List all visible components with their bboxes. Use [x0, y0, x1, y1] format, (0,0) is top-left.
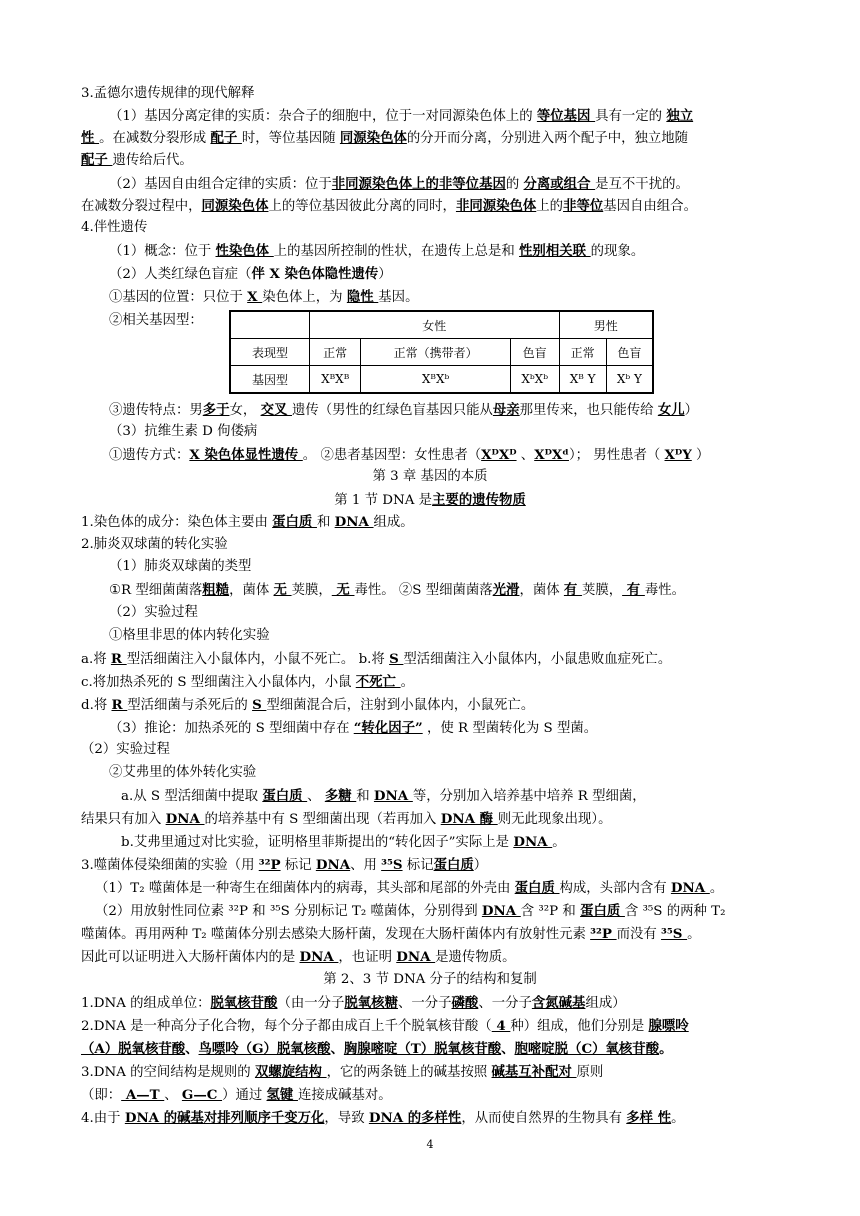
text-line: ②相关基因型： [109, 313, 203, 328]
text-line: a.从 S 型活细菌中提取 蛋白质 、 多糖 和 DNA 等，分别加入培养基中培养 R 型细菌， [121, 788, 646, 804]
text-line: （A）脱氧核苷酸、鸟嘌呤（G）脱氧核酸、胸腺嘧啶（T）脱氧核苷酸、胞嘧啶脱（C）氧核苷酸。 [81, 1041, 673, 1057]
table-cell: Xᵇ Y [606, 366, 653, 394]
table-cell: 正常 [559, 339, 606, 366]
text-line: 3.噬菌体侵染细菌的实验（用 ³²P 标记 DNA、用 ³⁵S 标记蛋白质） [81, 857, 488, 873]
text-line: （2）用放射性同位素 ³²P 和 ³⁵S 分别标记 T₂ 噬菌体，分别得到 DNA 含 ³²P 和 蛋白质 含 ³⁵S 的两种 T₂ [95, 903, 726, 919]
text-line: （即： A—T 、 G—C ）通过 氢键 连接成碱基对。 [81, 1087, 392, 1103]
table-cell: XᴮXᵇ [361, 366, 511, 394]
text-line: （1）概念：位于 性染色体 上的基因所控制的性状，在遗传上总是和 性别相关联 的现象。 [109, 243, 645, 259]
text-line: （2）人类红绿色盲症（伴 X 染色体隐性遗传） [109, 266, 392, 282]
text-line: （2）实验过程 [109, 605, 198, 620]
text-line: （1）基因分离定律的实质：杂合子的细胞中，位于一对同源染色体上的 等位基因 具有一定的 独立 [109, 108, 694, 124]
text-line: 噬菌体。再用两种 T₂ 噬菌体分别去感染大肠杆菌，发现在大肠杆菌体内有放射性元素 ³²P 而没有 ³⁵S 。 [81, 926, 701, 942]
text-line: 配子 遗传给后代。 [81, 152, 193, 168]
text-line: b.艾弗里通过对比实验，证明格里菲斯提出的“转化因子”实际上是 DNA 。 [121, 834, 566, 850]
text-line: （3）推论：加热杀死的 S 型细菌中存在 “转化因子” ，使 R 型菌转化为 S 型菌。 [109, 720, 598, 736]
table-cell: XᴮXᴮ [310, 366, 361, 394]
text-line: ②艾弗里的体外转化实验 [109, 765, 257, 780]
table-cell: 色盲 [606, 339, 653, 366]
text-line: 3.DNA 的空间结构是规则的 双螺旋结构 ，它的两条链上的碱基按照 碱基互补配对 原则 [81, 1064, 604, 1080]
row-head: 基因型 [230, 366, 310, 394]
table-cell: 色盲 [510, 339, 559, 366]
table-cell: 正常（携带者） [361, 339, 511, 366]
section-title: 第 2、3 节 DNA 分子的结构和复制 [323, 972, 537, 987]
section-title: 第 1 节 DNA 是主要的遗传物质 [334, 492, 526, 508]
text-line: a.将 R 型活细菌注入小鼠体内，小鼠不死亡。 b.将 S 型活细菌注入小鼠体内，小鼠患败血症死亡。 [81, 651, 672, 667]
row-head: 表现型 [230, 339, 310, 366]
text-line: 1.染色体的成分：染色体主要由 蛋白质 和 DNA 组成。 [81, 514, 414, 530]
text-line: 1.DNA 的组成单位：脱氧核苷酸（由一分子脱氧核糖、一分子磷酸、一分子含氮碱基组成） [81, 995, 626, 1011]
text-line: 2.肺炎双球菌的转化实验 [81, 537, 228, 552]
text-line: ①R 型细菌菌落粗糙，菌体 无 荚膜， 无 毒性。 ②S 型细菌菌落光滑，菌体 有 荚膜， 有 毒性。 [109, 582, 686, 598]
text-line: ①遗传方式：X 染色体显性遗传 。 ②患者基因型：女性患者（XᴰXᴰ 、XᴰXᵈ）； 男性患者（ XᴰY ） [109, 447, 710, 463]
table-cell: 正常 [310, 339, 361, 366]
text-line: c.将加热杀死的 S 型细菌注入小鼠体内，小鼠 不死亡 。 [81, 674, 414, 690]
text-line: d.将 R 型活细菌与杀死后的 S 型细菌混合后，注射到小鼠体内，小鼠死亡。 [81, 697, 535, 713]
genotype-table [229, 310, 654, 394]
heading-mendel: 3.孟德尔遗传规律的现代解释 [81, 86, 255, 101]
table-cell: Xᴮ Y [559, 366, 606, 394]
text-line: （2）基因自由组合定律的实质：位于非同源染色体上的非等位基因的 分离或组合 是互不干扰的。 [109, 176, 689, 192]
table-cell: XᵇXᵇ [510, 366, 559, 394]
page-number: 4 [426, 1138, 434, 1151]
text-line: ①基因的位置：只位于 X 染色体上，为 隐性 基因。 [109, 289, 419, 305]
text-line: 2.DNA 是一种高分子化合物，每个分子都由成百上千个脱氧核苷酸（ 4 种）组成，他们分别是 腺嘌呤 [81, 1018, 689, 1034]
text-line: （2）实验过程 [81, 742, 170, 757]
heading-sex-linked: 4.伴性遗传 [81, 220, 148, 235]
text-line: ①格里非思的体内转化实验 [109, 628, 270, 643]
male-header: 男性 [559, 311, 653, 339]
text-line: 在减数分裂过程中，同源染色体上的等位基因彼此分离的同时，非同源染色体上的非等位基因自由组合。 [81, 198, 697, 214]
female-header: 女性 [310, 311, 560, 339]
text-line: （3）抗维生素 D 佝偻病 [109, 424, 258, 439]
text-line: ③遗传特点：男多于女， 交叉 遗传（男性的红绿色盲基因只能从母亲那里传来，也只能传给 女儿） [109, 402, 698, 418]
text-line: 因此可以证明进入大肠杆菌体内的是 DNA ，也证明 DNA 是遗传物质。 [81, 949, 516, 965]
text-line: （1）肺炎双球菌的类型 [109, 559, 252, 574]
chapter-title: 第 3 章 基因的本质 [372, 469, 488, 484]
text-line: （1）T₂ 噬菌体是一种寄生在细菌体内的病毒，其头部和尾部的外壳由 蛋白质 构成，头部内含有 DNA 。 [95, 880, 724, 896]
text-line: 性 。在减数分裂形成 配子 时，等位基因随 同源染色体的分开而分离，分别进入两个配子中，独立地随 [81, 130, 689, 146]
text-line: 4.由于 DNA 的碱基对排列顺序千变万化，导致 DNA 的多样性，从而使自然界的生物具有 多样 性。 [81, 1110, 685, 1126]
text-line: 结果只有加入 DNA 的培养基中有 S 型细菌出现（若再加入 DNA 酶 则无此现象出现）。 [81, 811, 612, 827]
